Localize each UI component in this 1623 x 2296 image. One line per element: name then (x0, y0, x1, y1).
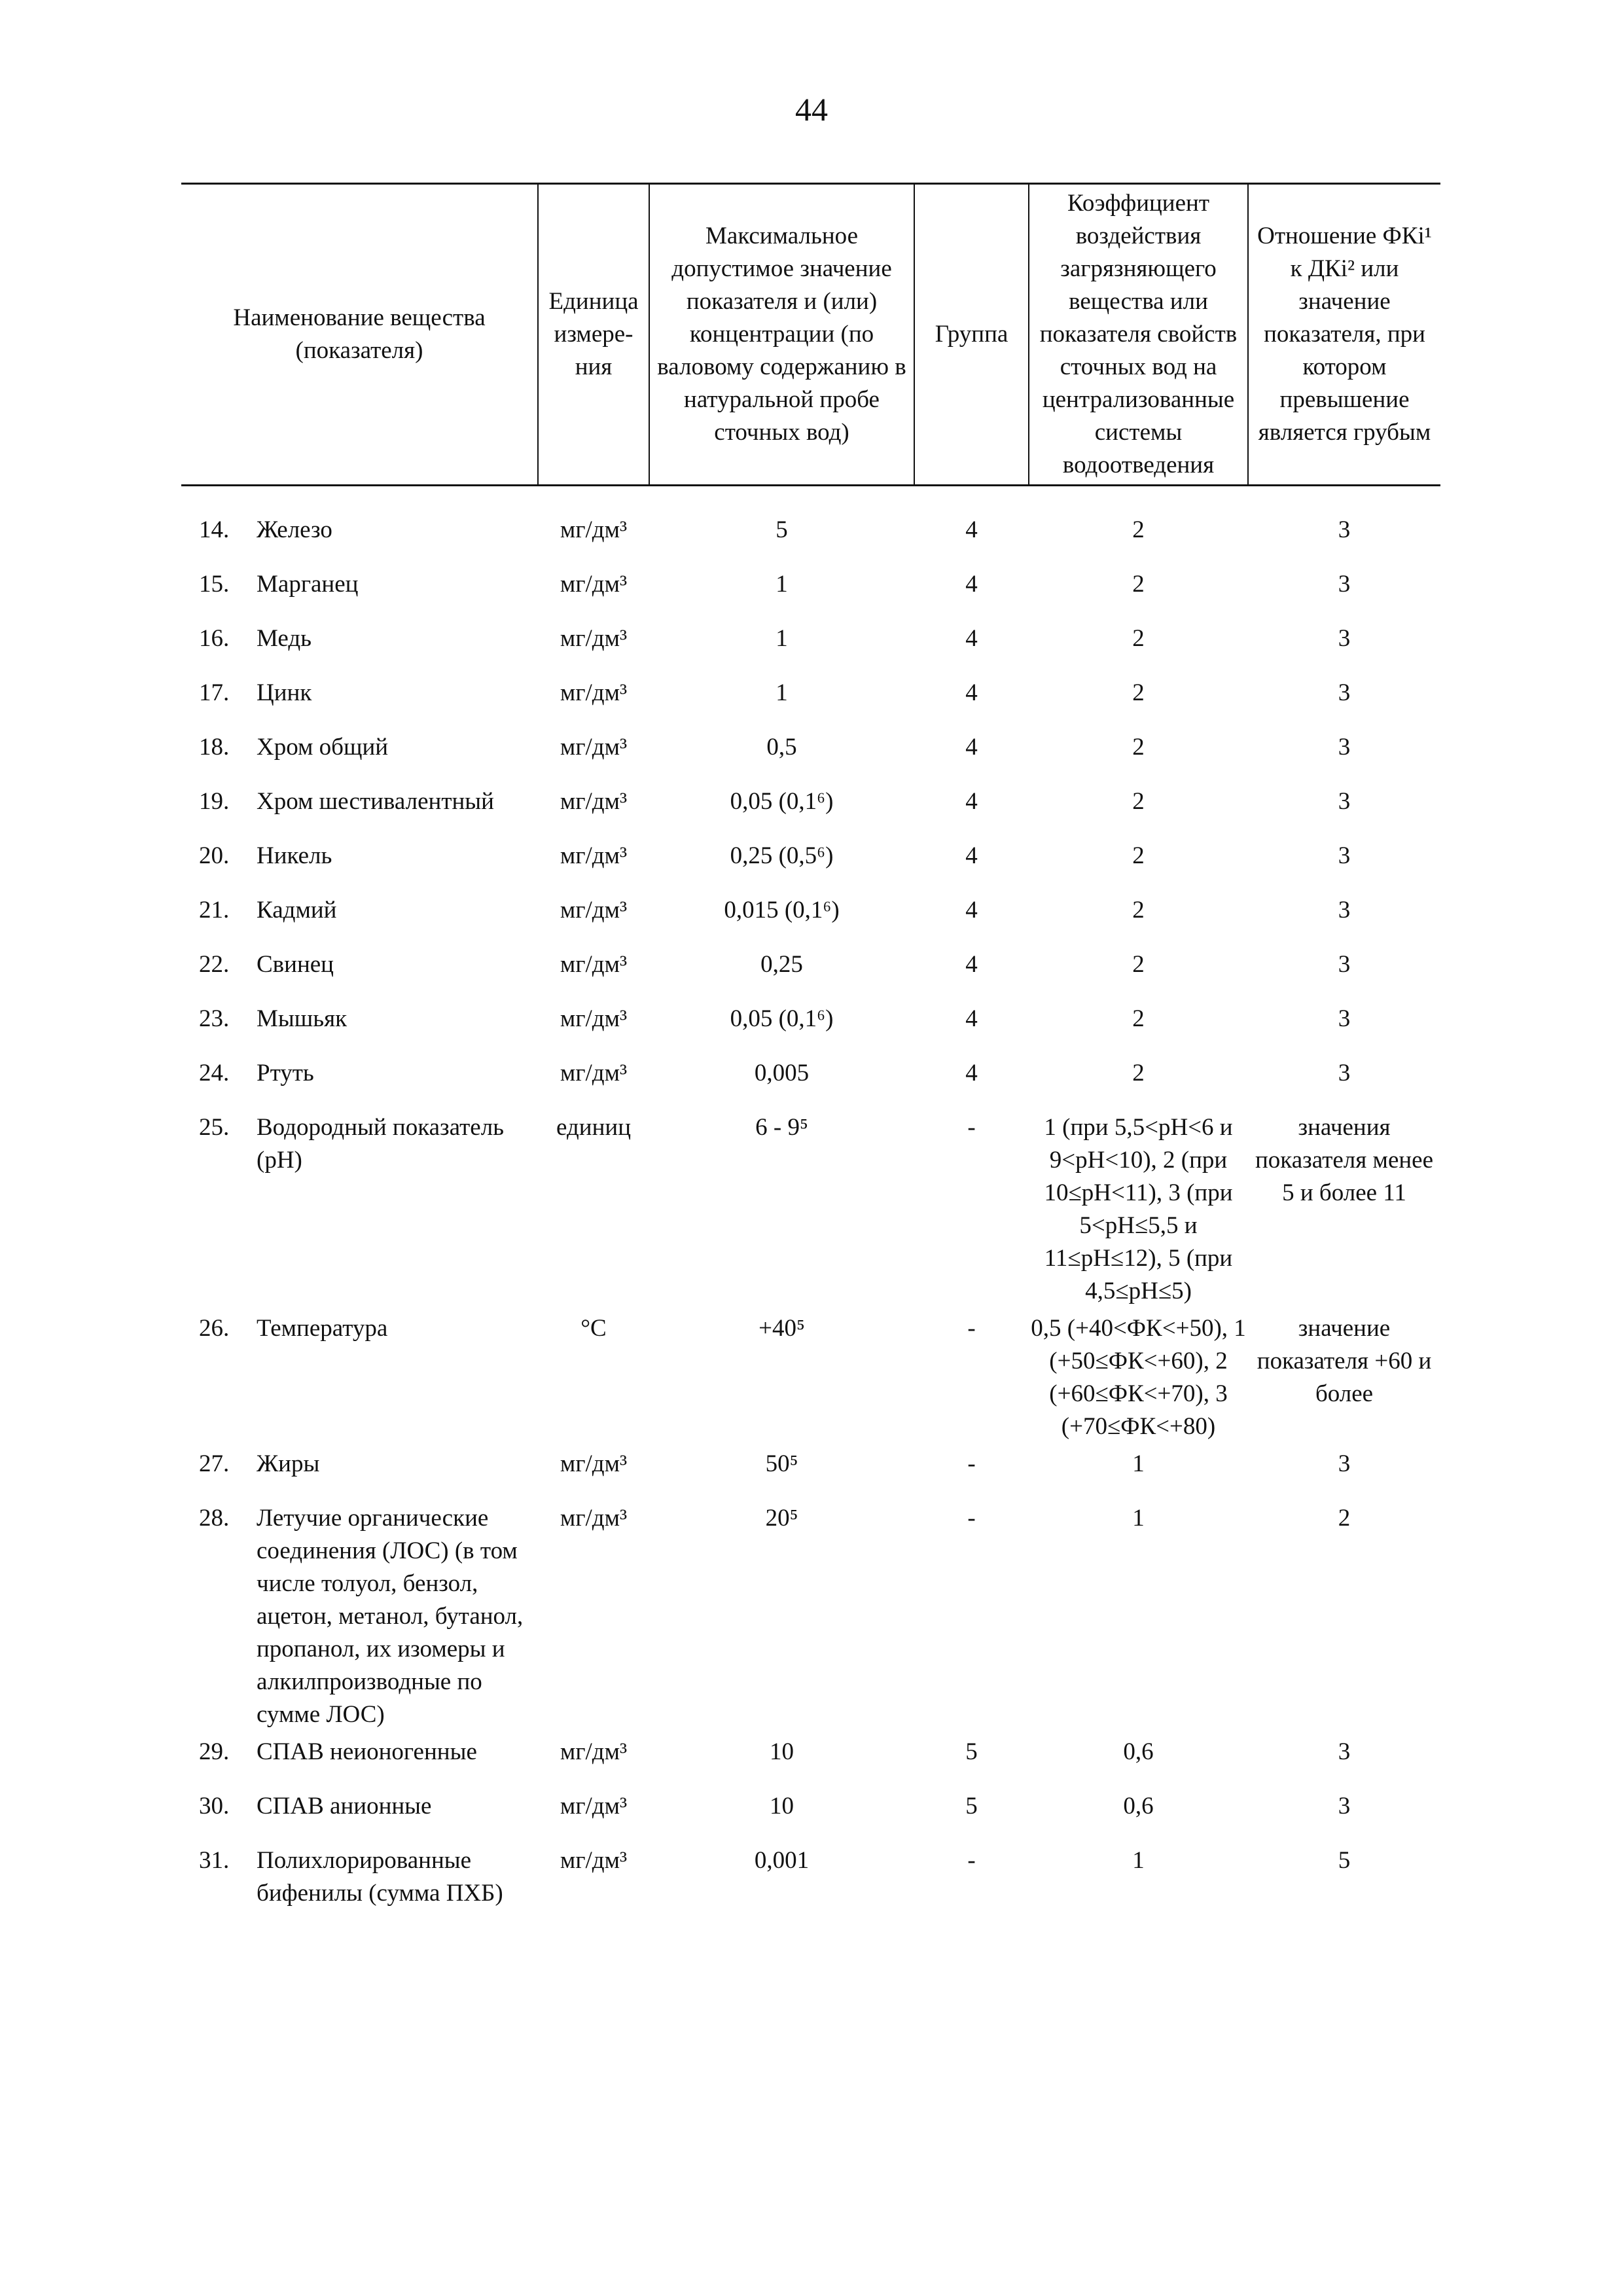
ratio-text: 3 (1338, 842, 1351, 869)
unit-text: °С (580, 1315, 607, 1342)
cell-coefficient (1029, 1840, 1248, 1910)
row-number-text: 21. (199, 897, 230, 924)
cell-unit (538, 1785, 649, 1840)
coefficient-text: 2 (1132, 679, 1145, 706)
cell-unit (538, 1840, 649, 1910)
row-number-text: 24. (199, 1060, 230, 1086)
cell-max-value (649, 486, 914, 564)
cell-ratio (1248, 1785, 1440, 1840)
coefficient-text: 1 (1132, 1505, 1145, 1532)
ratio-text: 3 (1338, 1005, 1351, 1032)
ratio-text: значения показателя менее 5 и более 11 (1255, 1114, 1434, 1206)
ratio-text: 3 (1338, 679, 1351, 706)
cell-unit (538, 835, 649, 889)
cell-group (914, 486, 1029, 564)
coefficient-text: 0,5 (+40<ФК<+50), 1 (+50≤ФК<+60), 2 (+60≤ФК<+70), 3 (+70≤ФК<+80) (1031, 1315, 1246, 1440)
coefficient-text: 2 (1132, 842, 1145, 869)
substance-name-text: Летучие органические соединения (ЛОС) (в том числе толуол, бензол, ацетон, метанол, бутанол, пропанол, их изомеры и алкилпроизводные по сумме ЛОС) (257, 1505, 524, 1728)
substance-name-text: Железо (257, 516, 332, 543)
cell-row-number (181, 672, 257, 726)
cell-substance-name (257, 672, 538, 726)
table-row (181, 1443, 1440, 1498)
table-row (181, 486, 1440, 564)
cell-coefficient (1029, 672, 1248, 726)
cell-group (914, 564, 1029, 618)
cell-group (914, 1308, 1029, 1443)
cell-coefficient (1029, 1785, 1248, 1840)
cell-group (914, 944, 1029, 998)
cell-substance-name (257, 889, 538, 944)
cell-unit (538, 1308, 649, 1443)
cell-ratio (1248, 781, 1440, 835)
group-text: 4 (965, 571, 978, 598)
row-number-text: 30. (199, 1793, 230, 1820)
table-body (181, 486, 1440, 1910)
unit-text: мг/дм³ (560, 897, 628, 924)
cell-coefficient (1029, 1443, 1248, 1498)
cell-row-number (181, 1785, 257, 1840)
cell-group (914, 1443, 1029, 1498)
cell-coefficient (1029, 781, 1248, 835)
cell-row-number (181, 944, 257, 998)
ratio-text: 5 (1338, 1847, 1351, 1874)
cell-ratio (1248, 618, 1440, 672)
table-row (181, 1840, 1440, 1910)
cell-row-number (181, 564, 257, 618)
cell-row-number (181, 1731, 257, 1785)
cell-max-value (649, 1731, 914, 1785)
row-number-text: 17. (199, 679, 230, 706)
row-number-text: 20. (199, 842, 230, 869)
row-number-text: 23. (199, 1005, 230, 1032)
max-value-text: 0,015 (0,1⁶) (724, 897, 840, 924)
unit-text: мг/дм³ (560, 1738, 628, 1765)
max-value-text: 0,5 (766, 734, 797, 761)
ratio-text: 3 (1338, 1793, 1351, 1820)
cell-ratio (1248, 672, 1440, 726)
group-text: 5 (965, 1738, 978, 1765)
cell-unit (538, 1731, 649, 1785)
cell-row-number (181, 486, 257, 564)
group-text: 4 (965, 1060, 978, 1086)
header-name: Наименование вещества (показателя) (181, 184, 538, 486)
cell-max-value (649, 1052, 914, 1107)
cell-substance-name (257, 1308, 538, 1443)
row-number-text: 31. (199, 1847, 230, 1874)
cell-max-value (649, 564, 914, 618)
coefficient-text: 1 (1132, 1450, 1145, 1477)
cell-max-value (649, 998, 914, 1052)
row-number-text: 16. (199, 625, 230, 652)
substances-table (181, 183, 1440, 1910)
substance-name-text: Свинец (257, 951, 334, 978)
cell-substance-name (257, 781, 538, 835)
row-number-text: 18. (199, 734, 230, 761)
cell-group (914, 835, 1029, 889)
substance-name-text: Полихлорированные бифенилы (сумма ПХБ) (257, 1847, 503, 1907)
group-text: 4 (965, 842, 978, 869)
cell-ratio (1248, 998, 1440, 1052)
coefficient-text: 2 (1132, 897, 1145, 924)
cell-coefficient (1029, 1731, 1248, 1785)
max-value-text: 0,25 (0,5⁶) (730, 842, 834, 869)
table-row (181, 835, 1440, 889)
table-row (181, 726, 1440, 781)
group-text: 4 (965, 625, 978, 652)
table-row (181, 1308, 1440, 1443)
coefficient-text: 2 (1132, 516, 1145, 543)
cell-coefficient (1029, 1498, 1248, 1731)
table-row (181, 889, 1440, 944)
group-text: 4 (965, 734, 978, 761)
coefficient-text: 1 (1132, 1847, 1145, 1874)
row-number-text: 14. (199, 516, 230, 543)
unit-text: мг/дм³ (560, 734, 628, 761)
cell-substance-name (257, 1052, 538, 1107)
row-number-text: 26. (199, 1315, 230, 1342)
cell-coefficient (1029, 998, 1248, 1052)
cell-row-number (181, 835, 257, 889)
cell-group (914, 1498, 1029, 1731)
substance-name-text: Температура (257, 1315, 388, 1342)
cell-row-number (181, 1443, 257, 1498)
max-value-text: 20⁵ (765, 1505, 798, 1532)
cell-max-value (649, 781, 914, 835)
cell-unit (538, 618, 649, 672)
unit-text: единиц (556, 1114, 631, 1141)
cell-group (914, 1840, 1029, 1910)
cell-unit (538, 1052, 649, 1107)
group-text: 4 (965, 951, 978, 978)
table-row (181, 944, 1440, 998)
unit-text: мг/дм³ (560, 1793, 628, 1820)
cell-ratio (1248, 1731, 1440, 1785)
cell-group (914, 1052, 1029, 1107)
cell-row-number (181, 1308, 257, 1443)
cell-substance-name (257, 998, 538, 1052)
cell-group (914, 618, 1029, 672)
table-row (181, 1107, 1440, 1308)
cell-coefficient (1029, 618, 1248, 672)
cell-max-value (649, 889, 914, 944)
cell-max-value (649, 944, 914, 998)
header-group: Группа (914, 184, 1029, 486)
cell-row-number (181, 1498, 257, 1731)
row-number-text: 25. (199, 1114, 230, 1141)
substance-name-text: Хром общий (257, 734, 389, 761)
coefficient-text: 1 (при 5,5<pH<6 и 9<pH<10), 2 (при 10≤pH<11), 3 (при 5<pH≤5,5 и 11≤pH≤12), 5 (при 4,5≤pH≤5) (1044, 1114, 1233, 1304)
cell-coefficient (1029, 944, 1248, 998)
unit-text: мг/дм³ (560, 1450, 628, 1477)
row-number-text: 22. (199, 951, 230, 978)
max-value-text: 0,05 (0,1⁶) (730, 1005, 834, 1032)
coefficient-text: 2 (1132, 951, 1145, 978)
max-value-text: 10 (770, 1738, 794, 1765)
row-number-text: 15. (199, 571, 230, 598)
cell-substance-name (257, 1840, 538, 1910)
coefficient-text: 2 (1132, 625, 1145, 652)
cell-ratio (1248, 564, 1440, 618)
cell-unit (538, 486, 649, 564)
unit-text: мг/дм³ (560, 842, 628, 869)
max-value-text: 50⁵ (765, 1450, 798, 1477)
max-value-text: +40⁵ (758, 1315, 805, 1342)
cell-row-number (181, 1052, 257, 1107)
substance-name-text: Никель (257, 842, 332, 869)
cell-group (914, 672, 1029, 726)
cell-coefficient (1029, 1308, 1248, 1443)
max-value-text: 1 (776, 679, 788, 706)
row-number-text: 19. (199, 788, 230, 815)
cell-row-number (181, 726, 257, 781)
unit-text: мг/дм³ (560, 679, 628, 706)
substance-name-text: СПАВ анионные (257, 1793, 432, 1820)
cell-coefficient (1029, 1052, 1248, 1107)
max-value-text: 0,05 (0,1⁶) (730, 788, 834, 815)
cell-group (914, 1107, 1029, 1308)
cell-row-number (181, 889, 257, 944)
substance-name-text: Цинк (257, 679, 312, 706)
cell-unit (538, 998, 649, 1052)
table-row (181, 564, 1440, 618)
ratio-text: 3 (1338, 788, 1351, 815)
cell-unit (538, 1443, 649, 1498)
coefficient-text: 0,6 (1123, 1738, 1154, 1765)
cell-max-value (649, 835, 914, 889)
ratio-text: значение показателя +60 и более (1257, 1315, 1432, 1407)
group-text: - (967, 1315, 976, 1342)
ratio-text: 3 (1338, 1450, 1351, 1477)
row-number-text: 28. (199, 1505, 230, 1532)
row-number-text: 27. (199, 1450, 230, 1477)
substance-name-text: Медь (257, 625, 312, 652)
cell-coefficient (1029, 835, 1248, 889)
cell-substance-name (257, 486, 538, 564)
substance-name-text: Водородный показатель (pH) (257, 1114, 505, 1174)
max-value-text: 1 (776, 625, 788, 652)
max-value-text: 6 - 9⁵ (755, 1114, 808, 1141)
cell-unit (538, 726, 649, 781)
cell-coefficient (1029, 726, 1248, 781)
substance-name-text: Мышьяк (257, 1005, 348, 1032)
cell-max-value (649, 726, 914, 781)
coefficient-text: 2 (1132, 1060, 1145, 1086)
cell-substance-name (257, 564, 538, 618)
table-row (181, 618, 1440, 672)
cell-substance-name (257, 1731, 538, 1785)
ratio-text: 3 (1338, 625, 1351, 652)
table-row (181, 1052, 1440, 1107)
cell-row-number (181, 1840, 257, 1910)
cell-ratio (1248, 1308, 1440, 1443)
unit-text: мг/дм³ (560, 625, 628, 652)
cell-substance-name (257, 1107, 538, 1308)
table-row (181, 781, 1440, 835)
unit-text: мг/дм³ (560, 1005, 628, 1032)
table-row (181, 1498, 1440, 1731)
ratio-text: 3 (1338, 1738, 1351, 1765)
table-row (181, 998, 1440, 1052)
header-ratio: Отношение ФКi¹ к ДКi² или значение показателя, при котором превышение является грубым (1248, 184, 1440, 486)
max-value-text: 5 (776, 516, 788, 543)
group-text: - (967, 1450, 976, 1477)
cell-coefficient (1029, 1107, 1248, 1308)
group-text: - (967, 1847, 976, 1874)
table-row (181, 1731, 1440, 1785)
cell-substance-name (257, 944, 538, 998)
cell-unit (538, 1498, 649, 1731)
cell-unit (538, 672, 649, 726)
coefficient-text: 2 (1132, 571, 1145, 598)
substance-name-text: Жиры (257, 1450, 320, 1477)
table-row (181, 672, 1440, 726)
cell-max-value (649, 1308, 914, 1443)
ratio-text: 2 (1338, 1505, 1351, 1532)
cell-ratio (1248, 1052, 1440, 1107)
cell-group (914, 998, 1029, 1052)
unit-text: мг/дм³ (560, 571, 628, 598)
table-row (181, 1785, 1440, 1840)
cell-max-value (649, 1498, 914, 1731)
unit-text: мг/дм³ (560, 1847, 628, 1874)
max-value-text: 0,005 (754, 1060, 810, 1086)
cell-ratio (1248, 889, 1440, 944)
cell-ratio (1248, 835, 1440, 889)
cell-max-value (649, 1443, 914, 1498)
max-value-text: 1 (776, 571, 788, 598)
ratio-text: 3 (1338, 516, 1351, 543)
coefficient-text: 0,6 (1123, 1793, 1154, 1820)
ratio-text: 3 (1338, 951, 1351, 978)
max-value-text: 0,25 (760, 951, 803, 978)
substance-name-text: Марганец (257, 571, 359, 598)
header-unit: Единица измере-ния (538, 184, 649, 486)
cell-unit (538, 781, 649, 835)
unit-text: мг/дм³ (560, 516, 628, 543)
group-text: - (967, 1505, 976, 1532)
ratio-text: 3 (1338, 571, 1351, 598)
group-text: 4 (965, 897, 978, 924)
cell-substance-name (257, 1498, 538, 1731)
cell-group (914, 1785, 1029, 1840)
cell-substance-name (257, 835, 538, 889)
cell-substance-name (257, 1443, 538, 1498)
cell-coefficient (1029, 889, 1248, 944)
max-value-text: 0,001 (754, 1847, 810, 1874)
substance-name-text: Хром шестивалентный (257, 788, 494, 815)
cell-ratio (1248, 1840, 1440, 1910)
cell-row-number (181, 1107, 257, 1308)
cell-unit (538, 889, 649, 944)
cell-ratio (1248, 1443, 1440, 1498)
cell-ratio (1248, 944, 1440, 998)
max-value-text: 10 (770, 1793, 794, 1820)
ratio-text: 3 (1338, 897, 1351, 924)
substance-name-text: Ртуть (257, 1060, 314, 1086)
cell-group (914, 726, 1029, 781)
cell-max-value (649, 1840, 914, 1910)
cell-group (914, 1731, 1029, 1785)
cell-max-value (649, 618, 914, 672)
cell-unit (538, 944, 649, 998)
unit-text: мг/дм³ (560, 788, 628, 815)
group-text: - (967, 1114, 976, 1141)
unit-text: мг/дм³ (560, 1060, 628, 1086)
coefficient-text: 2 (1132, 1005, 1145, 1032)
cell-row-number (181, 781, 257, 835)
cell-max-value (649, 1785, 914, 1840)
cell-ratio (1248, 1498, 1440, 1731)
group-text: 4 (965, 516, 978, 543)
group-text: 4 (965, 1005, 978, 1032)
cell-ratio (1248, 1107, 1440, 1308)
ratio-text: 3 (1338, 1060, 1351, 1086)
cell-group (914, 889, 1029, 944)
group-text: 4 (965, 679, 978, 706)
header-max: Максимальное допустимое значение показателя и (или) концентрации (по валовому содержанию в натуральной пробе сточных вод) (649, 184, 914, 486)
unit-text: мг/дм³ (560, 951, 628, 978)
page-number: 44 (795, 91, 828, 128)
substance-name-text: СПАВ неионогенные (257, 1738, 477, 1765)
coefficient-text: 2 (1132, 788, 1145, 815)
cell-group (914, 781, 1029, 835)
group-text: 5 (965, 1793, 978, 1820)
cell-substance-name (257, 1785, 538, 1840)
ratio-text: 3 (1338, 734, 1351, 761)
row-number-text: 29. (199, 1738, 230, 1765)
cell-substance-name (257, 726, 538, 781)
cell-unit (538, 1107, 649, 1308)
table-header-row (181, 184, 1440, 486)
cell-coefficient (1029, 564, 1248, 618)
cell-row-number (181, 618, 257, 672)
cell-coefficient (1029, 486, 1248, 564)
substance-name-text: Кадмий (257, 897, 337, 924)
cell-max-value (649, 672, 914, 726)
coefficient-text: 2 (1132, 734, 1145, 761)
cell-unit (538, 564, 649, 618)
cell-ratio (1248, 726, 1440, 781)
cell-substance-name (257, 618, 538, 672)
cell-row-number (181, 998, 257, 1052)
cell-max-value (649, 1107, 914, 1308)
unit-text: мг/дм³ (560, 1505, 628, 1532)
cell-ratio (1248, 486, 1440, 564)
group-text: 4 (965, 788, 978, 815)
header-coef: Коэффициент воздействия загрязняющего вещества или показателя свойств сточных вод на централизованные системы водоотведения (1029, 184, 1248, 486)
